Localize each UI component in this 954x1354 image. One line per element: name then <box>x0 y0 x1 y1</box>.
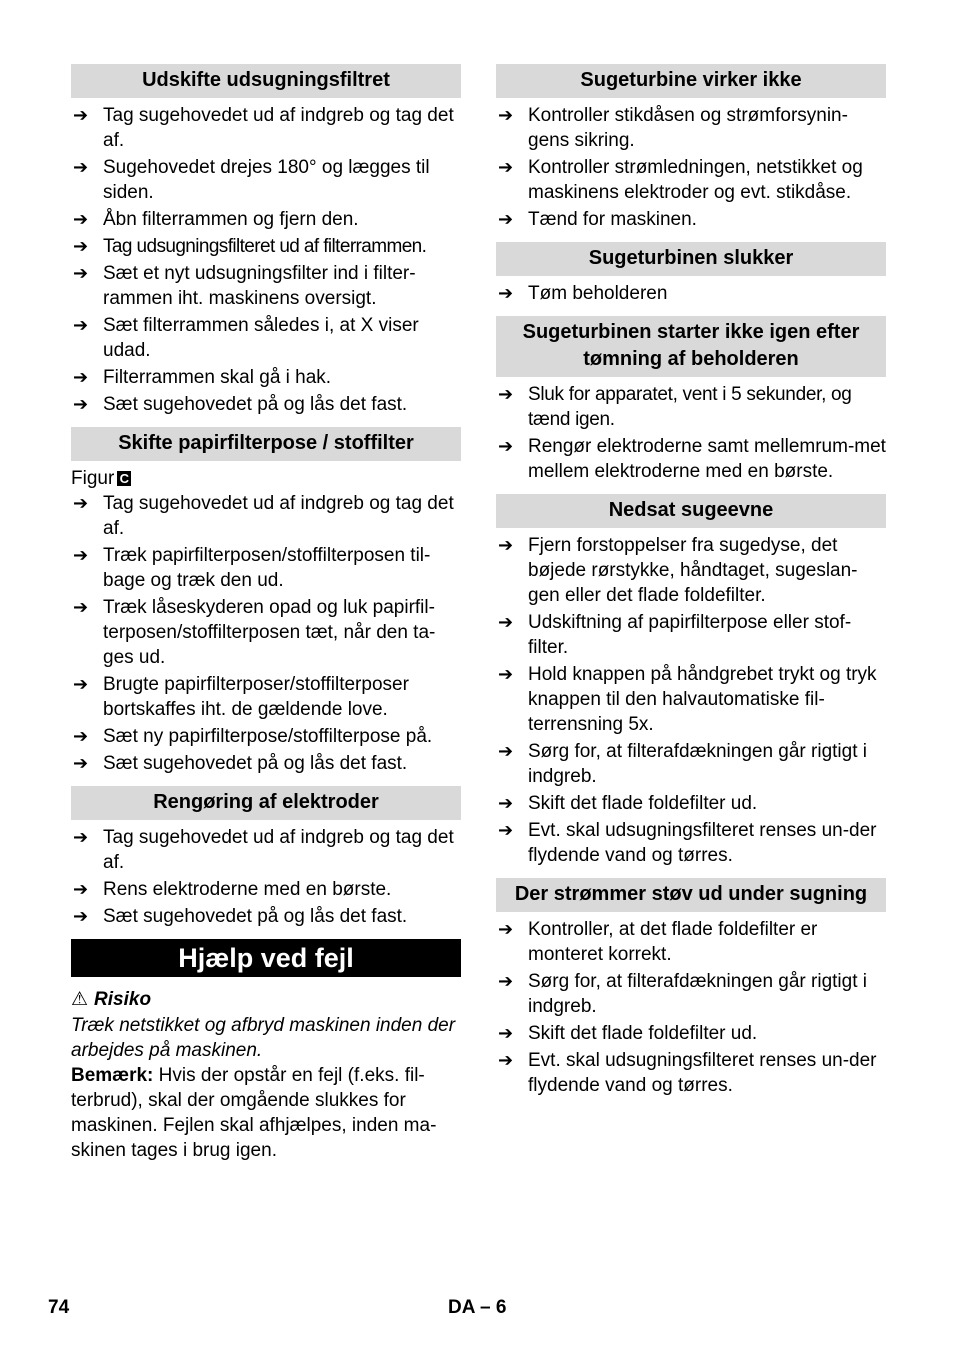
list-item: ➔ Træk låseskyderen opad og luk papirfil-terposen/stoffilterposen tæt, når den ta-ges ud. <box>73 597 436 668</box>
arrow-right-icon: ➔ <box>498 919 514 939</box>
list-item: ➔ Udskiftning af papirfilterpose eller stof-filter. <box>498 612 852 658</box>
arrow-right-icon: ➔ <box>73 545 89 565</box>
list-item: ➔ Sugehovedet drejes 180° og lægges til siden. <box>73 157 430 203</box>
arrow-right-icon: ➔ <box>73 209 89 229</box>
bullet-list <box>71 103 461 417</box>
arrow-right-icon: ➔ <box>73 236 89 256</box>
arrow-right-icon: ➔ <box>498 664 514 684</box>
arrow-right-icon: ➔ <box>73 726 89 746</box>
arrow-right-icon: ➔ <box>73 263 89 283</box>
arrow-right-icon: ➔ <box>73 157 89 177</box>
list-item: ➔ Kontroller, at det flade foldefilter er monteret korrekt. <box>498 919 818 965</box>
section-heading: Nedsat sugeevne <box>496 494 886 528</box>
note-text: Hvis der opstår en fejl (f.eks. fil-terbrud), skal der omgående slukkes for maskinen. Fejlen skal afhjælpes, inden ma-skinen tages i brug igen. <box>71 1065 437 1161</box>
list-item: ➔ Hold knappen på håndgrebet trykt og tryk knappen til den halvautomatiske fil-terrensning 5x. <box>498 664 877 735</box>
list-item: ➔ Sæt sugehovedet på og lås det fast. <box>73 394 408 415</box>
left-column <box>71 64 461 1163</box>
section-heading: Skifte papirfilterpose / stoffilter <box>71 427 461 461</box>
list-item: ➔ Sørg for, at filterafdækningen går rigtigt i indgreb. <box>498 741 867 787</box>
list-item: ➔ Tænd for maskinen. <box>498 209 697 230</box>
list-item: ➔ Træk papirfilterposen/stoffilterposen til-bage og træk den ud. <box>73 545 431 591</box>
list-item: ➔ Tag udsugningsfilteret ud af filterrammen. <box>73 236 427 257</box>
arrow-right-icon: ➔ <box>498 105 514 125</box>
arrow-right-icon: ➔ <box>73 493 89 513</box>
arrow-right-icon: ➔ <box>498 612 514 632</box>
list-item: ➔ Tag sugehovedet ud af indgreb og tag det af. <box>73 105 454 151</box>
list-item: ➔ Tag sugehovedet ud af indgreb og tag det af. <box>73 493 454 539</box>
arrow-right-icon: ➔ <box>73 879 89 899</box>
arrow-right-icon: ➔ <box>498 209 514 229</box>
bullet-list <box>496 533 886 868</box>
arrow-right-icon: ➔ <box>498 384 514 404</box>
list-item: ➔ Rens elektroderne med en børste. <box>73 879 392 900</box>
list-item: ➔ Fjern forstoppelser fra sugedyse, det bøjede rørstykke, håndtaget, sugeslan-gen eller det flade foldefilter. <box>498 535 858 606</box>
list-item: ➔ Evt. skal udsugningsfilteret renses un-der flydende vand og tørres. <box>498 820 877 866</box>
list-item: ➔ Sæt sugehovedet på og lås det fast. <box>73 906 408 927</box>
list-item: ➔ Sæt filterrammen således i, at X viser udad. <box>73 315 419 361</box>
list-item: ➔ Sæt ny papirfilterpose/stoffilterpose på. <box>73 726 433 747</box>
arrow-right-icon: ➔ <box>498 283 514 303</box>
figure-reference: Figur C <box>71 466 461 491</box>
arrow-right-icon: ➔ <box>73 315 89 335</box>
list-item: ➔ Tøm beholderen <box>498 283 668 304</box>
list-item: ➔ Sørg for, at filterafdækningen går rigtigt i indgreb. <box>498 971 867 1017</box>
list-item: ➔ Tag sugehovedet ud af indgreb og tag det af. <box>73 827 454 873</box>
bullet-list <box>496 103 886 232</box>
arrow-right-icon: ➔ <box>498 436 514 456</box>
section-heading: Sugeturbine virker ikke <box>496 64 886 98</box>
arrow-right-icon: ➔ <box>498 971 514 991</box>
right-column <box>496 64 886 1100</box>
bullet-list <box>496 917 886 1098</box>
section-heading: Rengøring af elektroder <box>71 786 461 820</box>
bullet-list <box>496 281 886 306</box>
list-item: ➔ Brugte papirfilterposer/stoffilterposer bortskaffes iht. de gældende love. <box>73 674 409 720</box>
risk-label: ⚠ Risiko <box>71 987 461 1013</box>
note-paragraph <box>71 1063 461 1163</box>
arrow-right-icon: ➔ <box>498 820 514 840</box>
arrow-right-icon: ➔ <box>73 367 89 387</box>
arrow-right-icon: ➔ <box>498 1050 514 1070</box>
list-item: ➔ Sluk for apparatet, vent i 5 sekunder, og tænd igen. <box>498 384 852 430</box>
figure-badge: C <box>117 471 131 486</box>
arrow-right-icon: ➔ <box>498 157 514 177</box>
bullet-list <box>71 491 461 776</box>
section-heading: Sugeturbinen slukker <box>496 242 886 276</box>
arrow-right-icon: ➔ <box>73 597 89 617</box>
section-heading: Udskifte udsugningsfiltret <box>71 64 461 98</box>
section-heading: Der strømmer støv ud under sugning <box>496 878 886 912</box>
list-item: ➔ Åbn filterrammen og fjern den. <box>73 209 359 230</box>
arrow-right-icon: ➔ <box>73 105 89 125</box>
list-item: ➔ Skift det flade foldefilter ud. <box>498 793 758 814</box>
note-label: Bemærk: <box>71 1065 154 1086</box>
list-item: ➔ Evt. skal udsugningsfilteret renses un-der flydende vand og tørres. <box>498 1050 877 1096</box>
arrow-right-icon: ➔ <box>498 741 514 761</box>
chapter-heading: Hjælp ved fejl <box>71 939 461 977</box>
arrow-right-icon: ➔ <box>498 535 514 555</box>
list-item: ➔ Rengør elektroderne samt mellemrum-met mellem elektroderne med en børste. <box>498 436 886 482</box>
bullet-list <box>71 825 461 929</box>
list-item: ➔ Kontroller strømledningen, netstikket og maskinens elektroder og evt. stikdåse. <box>498 157 863 203</box>
section-code: DA – 6 <box>448 1297 507 1318</box>
list-item: ➔ Sæt et nyt udsugningsfilter ind i filter-rammen iht. maskinens oversigt. <box>73 263 416 309</box>
arrow-right-icon: ➔ <box>73 394 89 414</box>
arrow-right-icon: ➔ <box>73 674 89 694</box>
arrow-right-icon: ➔ <box>73 753 89 773</box>
arrow-right-icon: ➔ <box>73 827 89 847</box>
page-number: 74 <box>48 1297 70 1318</box>
list-item: ➔ Filterrammen skal gå i hak. <box>73 367 332 388</box>
warning-triangle-icon: ⚠ <box>71 989 89 1010</box>
bullet-list <box>496 382 886 484</box>
arrow-right-icon: ➔ <box>73 906 89 926</box>
list-item: ➔ Kontroller stikdåsen og strømforsynin-gens sikring. <box>498 105 848 151</box>
list-item: ➔ Skift det flade foldefilter ud. <box>498 1023 758 1044</box>
list-item: ➔ Sæt sugehovedet på og lås det fast. <box>73 753 408 774</box>
risk-text: Træk netstikket og afbryd maskinen inden der arbejdes på maskinen. <box>71 1015 456 1061</box>
arrow-right-icon: ➔ <box>498 1023 514 1043</box>
arrow-right-icon: ➔ <box>498 793 514 813</box>
section-heading: Sugeturbinen starter ikke igen efter tømning af beholderen <box>496 316 886 377</box>
